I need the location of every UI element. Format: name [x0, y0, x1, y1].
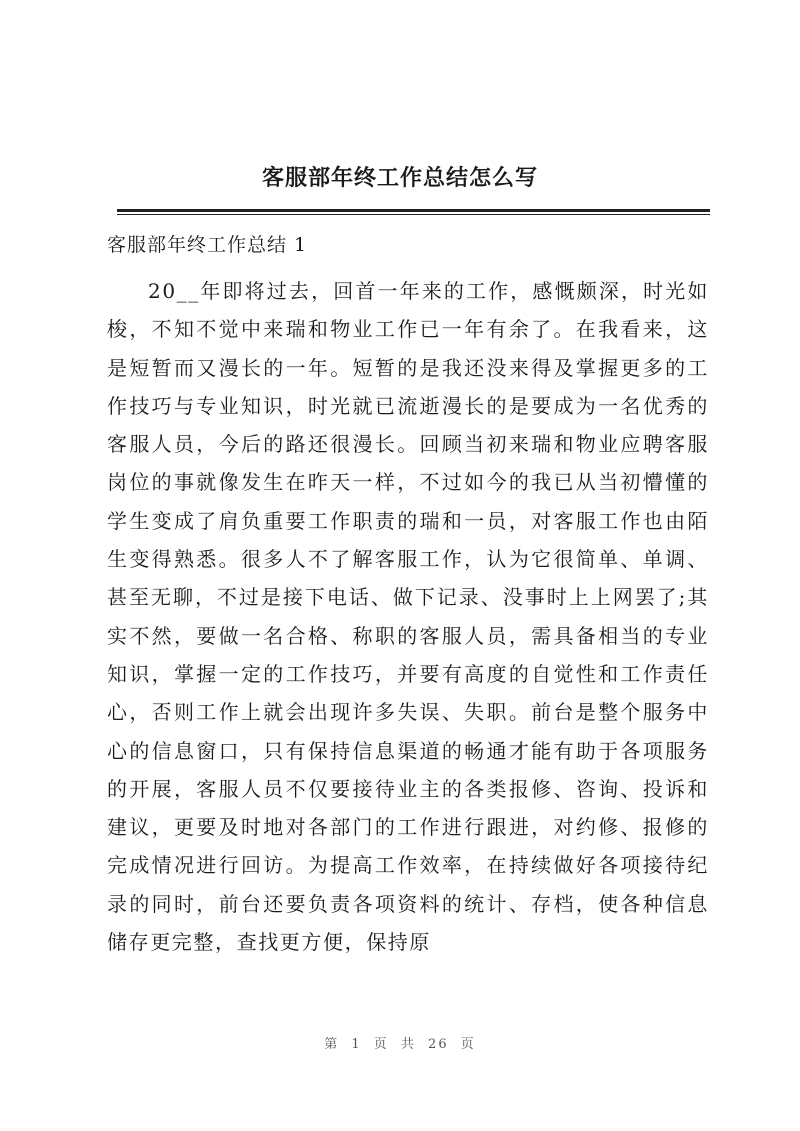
section-heading: 客服部年终工作总结 1 — [107, 234, 308, 256]
body-paragraph: 20__年即将过去，回首一年来的工作，感慨颇深，时光如梭，不知不觉中来瑞和物业工作已一年有余了。在我看来，这是短暂而又漫长的一年。短暂的是我还没来得及掌握更多的工作技巧与专业知识，时光就已流逝漫长的是要成为一名优秀的客服人员，今后的路还很漫长。回顾当初来瑞和物业应聘客服岗位的事就像发生在昨天一样，不过如今的我已从当初懵懂的学生变成了肩负重要工作职责的瑞和一员，对客服工作也由陌生变得熟悉。很多人不了解客服工作，认为它很简单、单调、甚至无聊，不过是接下电话、做下记录、没事时上上网罢了;其实不然，要做一名合格、称职的客服人员，需具备相当的专业知识，掌握一定的工作技巧，并要有高度的自觉性和工作责任心，否则工作上就会出现许多失误、失职。前台是整个服务中心的信息窗口，只有保持信息渠道的畅通才能有助于各项服务的开展，客服人员不仅要接待业主的各类报修、咨询、投诉和建议，更要及时地对各部门的工作进行跟进，对约修、报修的完成情况进行回访。为提高工作效率，在持续做好各项接待纪录的同时，前台还要负责各项资料的统计、存档，使各种信息储存更完整，查找更方便，保持原 — [107, 279, 709, 955]
title-underline-thin — [117, 214, 710, 215]
page-number-footer: 第 1 页 共 26 页 — [324, 1037, 476, 1052]
document-title: 客服部年终工作总结怎么写 — [261, 165, 538, 191]
title-underline-thick — [117, 209, 710, 212]
